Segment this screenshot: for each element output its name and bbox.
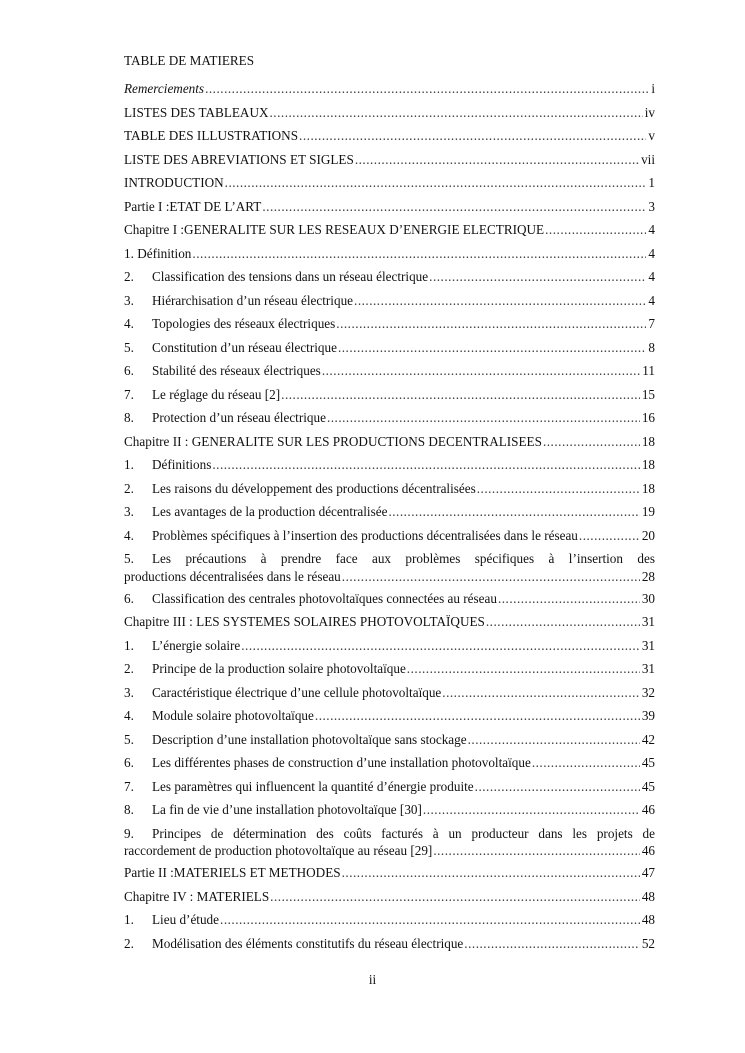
toc-entry-title: Principe de la production solaire photovoltaïque — [152, 661, 406, 676]
toc-entry-line — [124, 101, 655, 125]
toc-entry-page: 7 — [648, 316, 655, 331]
toc-entry[interactable] — [124, 242, 655, 266]
toc-entry-title: Module solaire photovoltaïque — [152, 708, 314, 723]
toc-entry-line — [124, 751, 655, 775]
toc-entry-title: Chapitre III : LES SYSTEMES SOLAIRES PHOTOVOLTAÏQUES — [124, 614, 485, 629]
toc-entry[interactable] — [124, 383, 655, 407]
toc-entry-number: 5. — [124, 731, 134, 747]
toc-entry-title: Chapitre IV : MATERIELS — [124, 888, 270, 904]
toc-entry-number: 5. — [124, 339, 134, 355]
dot-leader — [464, 932, 640, 956]
toc-entry-number: 8. — [124, 802, 134, 817]
toc-entry[interactable] — [124, 195, 655, 219]
toc-entry[interactable] — [124, 524, 655, 548]
toc-entry-page: 42 — [641, 731, 655, 747]
toc-entry-title: Définitions — [152, 457, 212, 472]
toc-entry-line — [124, 524, 655, 548]
toc-entry-title: Partie II :MATERIELS ET METHODES — [124, 865, 341, 880]
toc-entry-page: 48 — [641, 912, 655, 927]
toc-entry-page: 45 — [641, 755, 655, 770]
toc-entry[interactable] — [124, 430, 655, 454]
dot-leader — [322, 359, 640, 383]
toc-entry[interactable] — [124, 406, 655, 430]
toc-entry-page: 45 — [641, 778, 655, 794]
toc-entry-title: Lieu d’étude — [152, 912, 220, 927]
toc-entry-page: 19 — [641, 504, 655, 519]
toc-entry-title: Classification des centrales photovoltaïques connectées au réseau — [152, 590, 497, 606]
toc-entry-number: 1. — [124, 457, 134, 472]
dot-leader — [192, 242, 646, 266]
toc-entry-title: Remerciements — [124, 81, 205, 96]
dot-leader — [407, 657, 640, 681]
toc-entry-line — [124, 195, 655, 219]
toc-entry-title: Les avantages de la production décentralisée — [152, 504, 388, 519]
toc-entry-title: La fin de vie d’une installation photovoltaïque [30] — [152, 802, 422, 817]
toc-entry-line — [124, 406, 655, 430]
toc-entry-title: Chapitre I :GENERALITE SUR LES RESEAUX D’ENERGIE ELECTRIQUE — [124, 222, 545, 237]
dot-leader — [205, 77, 649, 101]
dot-leader — [299, 124, 646, 148]
toc-entry-page: 30 — [641, 590, 655, 606]
dot-leader — [545, 218, 646, 242]
toc-entry-title: Les précautions à prendre face aux problèmes spécifiques à l’insertion des — [152, 551, 655, 566]
toc-entry-page: 4 — [648, 292, 655, 308]
toc-entry[interactable] — [124, 477, 655, 501]
toc-entry-page: 4 — [648, 222, 655, 237]
toc-entry-title: Constitution d’un réseau électrique — [152, 339, 337, 355]
toc-entry-line — [124, 312, 655, 336]
toc-entry-line — [124, 500, 655, 524]
toc-entry-line — [124, 289, 655, 313]
toc-entry-number: 7. — [124, 778, 134, 794]
dot-leader — [442, 681, 640, 705]
toc-entry-title: Topologies des réseaux électriques — [152, 316, 336, 331]
dot-leader — [220, 908, 640, 932]
toc-entry-number: 6. — [124, 590, 134, 606]
dot-leader — [433, 841, 639, 861]
toc-entry-number: 3. — [124, 684, 134, 700]
toc-entry-title: Classification des tensions dans un réseau électrique — [152, 269, 429, 284]
toc-entry-number: 4. — [124, 708, 134, 723]
dot-leader — [468, 728, 640, 752]
toc-entry-title: Les paramètres qui influencent la quantité d’énergie produite — [152, 778, 474, 794]
toc-entry[interactable] — [124, 312, 655, 336]
toc-entry-title: 1. Définition — [124, 245, 192, 261]
dot-leader — [423, 798, 640, 822]
toc-entry-line — [124, 336, 655, 360]
toc-entry-number: 1. — [124, 637, 134, 653]
dot-leader — [225, 171, 647, 195]
toc-entry-line — [124, 798, 655, 822]
toc-entry-title-continued: raccordement de production photovoltaïque au réseau [29] — [124, 843, 433, 858]
toc-entry-page: 52 — [641, 935, 655, 951]
toc-entry-page: 16 — [641, 410, 655, 425]
toc-entry-page: iv — [644, 104, 655, 120]
toc-entry[interactable] — [124, 587, 655, 611]
toc-entry-page: 31 — [641, 614, 655, 629]
dot-leader — [342, 567, 640, 587]
toc-entry-page: 46 — [641, 802, 655, 817]
dot-leader — [281, 383, 640, 407]
toc-entry-page: 4 — [648, 245, 655, 261]
dot-leader — [486, 610, 640, 634]
toc-entry[interactable] — [124, 124, 655, 148]
toc-entry-page: 31 — [641, 637, 655, 653]
toc-entry[interactable] — [124, 822, 655, 862]
toc-entry-page: 18 — [641, 433, 655, 449]
dot-leader — [579, 524, 640, 548]
toc-entry-line — [124, 383, 655, 407]
toc-heading: TABLE DE MATIERES — [124, 53, 255, 68]
toc-entry-page: 48 — [641, 888, 655, 904]
toc-entry-title: Protection d’un réseau électrique — [152, 410, 326, 425]
toc-entry[interactable] — [124, 657, 655, 681]
toc-entry-page: 32 — [641, 684, 655, 700]
dot-leader — [336, 312, 646, 336]
toc-entry-line — [124, 728, 655, 752]
toc-entry[interactable] — [124, 359, 655, 383]
toc-entry-title: Le réglage du réseau [2] — [152, 386, 281, 402]
toc-entry-title: Principes de détermination des coûts facturés à un producteur dans les projets de — [152, 825, 655, 841]
toc-entry-title: Stabilité des réseaux électriques — [152, 363, 321, 378]
toc-entry-title: LISTE DES ABREVIATIONS ET SIGLES — [124, 151, 354, 167]
toc-entry-line — [124, 610, 655, 634]
toc-entry-title: Partie I :ETAT DE L’ART — [124, 198, 262, 214]
toc-entry-title: Description d’une installation photovoltaïque sans stockage — [152, 731, 467, 747]
dot-leader — [338, 336, 646, 360]
toc-entry-line — [124, 218, 655, 242]
toc-entry-number: 2. — [124, 480, 134, 496]
toc-entry-page: 31 — [641, 661, 655, 676]
toc-entry-number: 4. — [124, 316, 134, 331]
toc-entry-line — [124, 124, 655, 148]
dot-leader — [477, 477, 640, 501]
toc-entry-number: 3. — [124, 292, 134, 308]
dot-leader — [388, 500, 639, 524]
toc-entry-page: 28 — [641, 568, 655, 584]
table-of-contents — [124, 77, 655, 955]
toc-entry-page: 15 — [641, 386, 655, 402]
toc-entry-line — [124, 908, 655, 932]
toc-entry-number: 1. — [124, 912, 134, 927]
toc-entry-number: 9. — [124, 825, 134, 841]
toc-entry-number: 6. — [124, 755, 134, 770]
toc-entry-number: 8. — [124, 410, 134, 425]
toc-entry-line — [124, 704, 655, 728]
toc-entry-line — [124, 634, 655, 658]
toc-entry-number: 7. — [124, 386, 134, 402]
toc-entry[interactable] — [124, 218, 655, 242]
toc-entry[interactable] — [124, 453, 655, 477]
toc-entry-page: 20 — [641, 527, 655, 543]
toc-entry[interactable] — [124, 861, 655, 885]
toc-entry[interactable] — [124, 547, 655, 587]
toc-entry-number: 3. — [124, 504, 134, 519]
toc-entry[interactable] — [124, 77, 655, 101]
toc-entry-page: 18 — [641, 457, 655, 472]
dot-leader — [342, 861, 640, 885]
toc-entry-number: 2. — [124, 269, 134, 284]
toc-entry-title: TABLE DES ILLUSTRATIONS — [124, 128, 299, 143]
toc-entry[interactable] — [124, 171, 655, 195]
toc-entry-line — [124, 171, 655, 195]
toc-entry[interactable] — [124, 775, 655, 799]
toc-entry-line — [124, 885, 655, 909]
toc-entry[interactable] — [124, 336, 655, 360]
toc-entry[interactable] — [124, 265, 655, 289]
toc-entry-title-continued: productions décentralisées dans le réseau — [124, 568, 341, 584]
toc-entry[interactable] — [124, 500, 655, 524]
toc-entry-line — [124, 775, 655, 799]
toc-entry-number: 6. — [124, 363, 134, 378]
toc-entry[interactable] — [124, 148, 655, 172]
toc-entry[interactable] — [124, 728, 655, 752]
toc-entry-line — [124, 77, 655, 101]
toc-entry-title: Modélisation des éléments constitutifs du réseau électrique — [152, 935, 464, 951]
dot-leader — [212, 453, 639, 477]
toc-entry-number: 5. — [124, 551, 134, 566]
dot-leader — [355, 148, 639, 172]
toc-entry-number: 2. — [124, 935, 134, 951]
toc-entry-line — [124, 932, 655, 956]
toc-entry-title: Caractéristique électrique d’une cellule photovoltaïque — [152, 684, 442, 700]
toc-entry-title: Hiérarchisation d’un réseau électrique — [152, 292, 354, 308]
toc-entry-page: 46 — [641, 843, 655, 858]
toc-entry-continuation — [124, 841, 655, 861]
dot-leader — [327, 406, 640, 430]
dot-leader — [475, 775, 640, 799]
toc-entry-line — [124, 477, 655, 501]
toc-entry-page: 11 — [642, 363, 655, 378]
toc-entry-page: 4 — [648, 269, 655, 284]
toc-entry-line — [124, 242, 655, 266]
toc-entry-title: Les raisons du développement des productions décentralisées — [152, 480, 476, 496]
dot-leader — [354, 289, 646, 313]
toc-entry-page: v — [648, 128, 655, 143]
dot-leader — [315, 704, 640, 728]
toc-entry-title: Les différentes phases de construction d’une installation photovoltaïque — [152, 755, 531, 770]
toc-entry[interactable] — [124, 289, 655, 313]
toc-entry-page: 3 — [648, 198, 655, 214]
toc-entry-number: 4. — [124, 527, 134, 543]
toc-entry-line — [124, 430, 655, 454]
toc-entry[interactable] — [124, 798, 655, 822]
dot-leader — [241, 634, 640, 658]
toc-entry-page: 1 — [648, 175, 655, 190]
toc-entry-page: 8 — [648, 339, 655, 355]
toc-entry[interactable] — [124, 908, 655, 932]
toc-entry-page: 18 — [641, 480, 655, 496]
dot-leader — [262, 195, 646, 219]
toc-entry[interactable] — [124, 634, 655, 658]
toc-entry[interactable] — [124, 681, 655, 705]
toc-entry-title: Problèmes spécifiques à l’insertion des productions décentralisées dans le réseau — [152, 527, 578, 543]
dot-leader — [270, 885, 640, 909]
page-number: ii — [368, 972, 377, 987]
toc-entry-title: Chapitre II : GENERALITE SUR LES PRODUCTIONS DECENTRALISEES — [124, 433, 542, 449]
toc-entry[interactable] — [124, 101, 655, 125]
toc-entry-line — [124, 681, 655, 705]
dot-leader — [543, 430, 640, 454]
dot-leader — [532, 751, 640, 775]
toc-entry-page: vii — [641, 151, 655, 167]
toc-entry-title: LISTES DES TABLEAUX — [124, 104, 269, 120]
toc-entry[interactable] — [124, 932, 655, 956]
toc-entry[interactable] — [124, 751, 655, 775]
toc-entry[interactable] — [124, 704, 655, 728]
dot-leader — [498, 587, 640, 611]
toc-entry-line — [124, 861, 655, 885]
toc-entry-page: i — [651, 81, 655, 96]
toc-entry-continuation — [124, 567, 655, 587]
toc-entry-line — [124, 587, 655, 611]
toc-entry-title: L’énergie solaire — [152, 637, 241, 653]
toc-entry-line — [124, 265, 655, 289]
dot-leader — [429, 265, 646, 289]
toc-entry-line — [124, 359, 655, 383]
toc-entry-page: 39 — [641, 708, 655, 723]
toc-entry-number: 2. — [124, 661, 134, 676]
toc-entry-line — [124, 657, 655, 681]
toc-entry[interactable] — [124, 610, 655, 634]
dot-leader — [270, 101, 643, 125]
toc-entry[interactable] — [124, 885, 655, 909]
toc-entry-title: INTRODUCTION — [124, 175, 224, 190]
toc-entry-line — [124, 453, 655, 477]
toc-entry-page: 47 — [641, 865, 655, 880]
toc-entry-line — [124, 148, 655, 172]
